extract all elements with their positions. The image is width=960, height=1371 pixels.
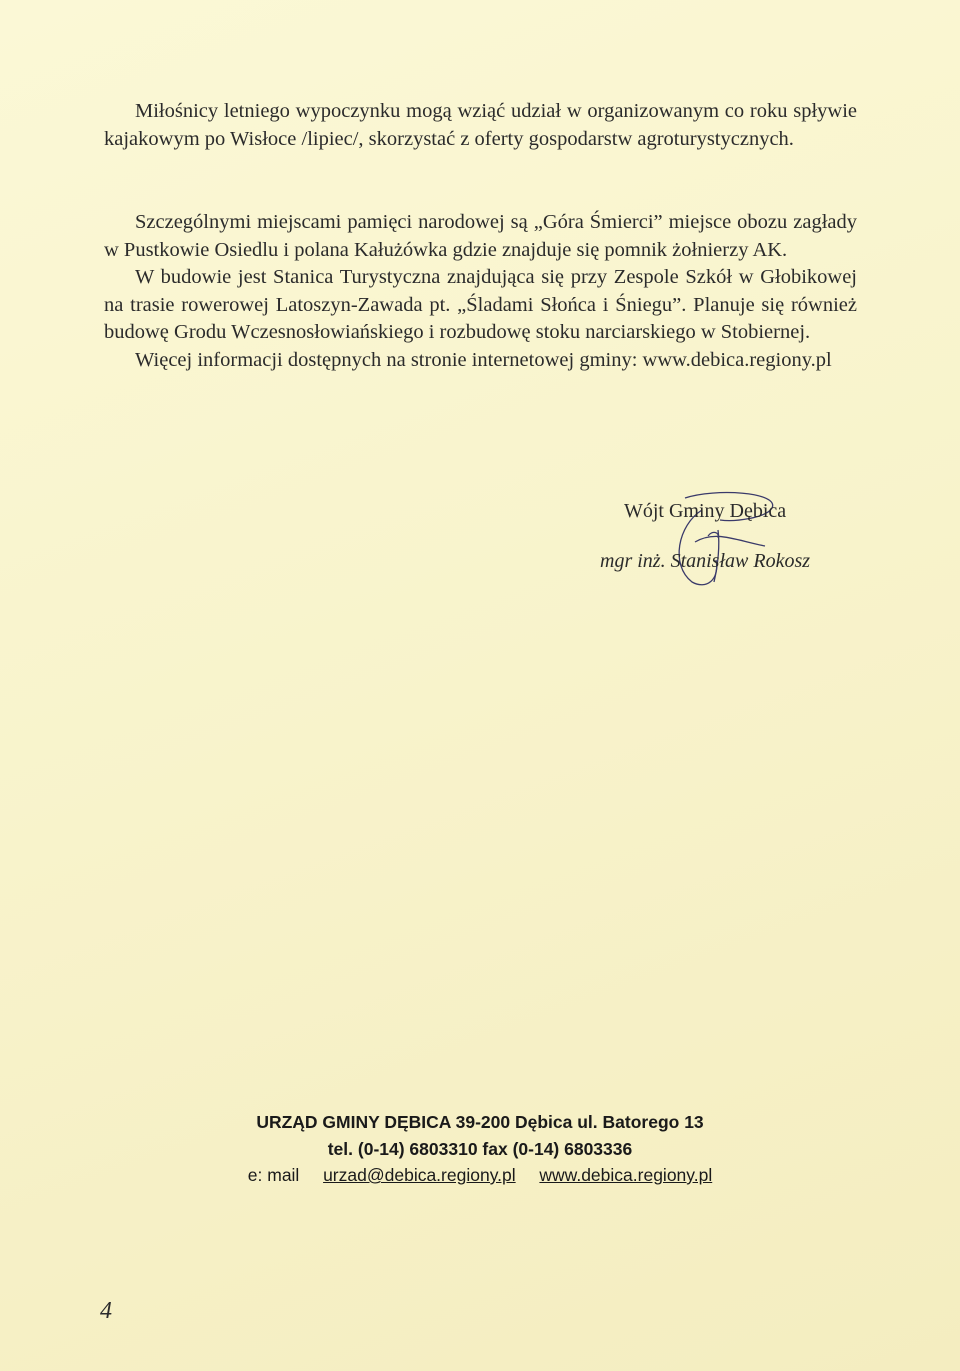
footer-phone-fax: tel. (0-14) 6803310 fax (0-14) 6803336 bbox=[327, 1138, 633, 1159]
page-number: 4 bbox=[100, 1298, 112, 1324]
paragraph-text: Miłośnicy letniego wypoczynku mogą wziąć udział w organizowanym co roku spływie kajakowym po Wisłoce /lipiec/, skorzystać z oferty gospodarstw agroturystycznych. bbox=[104, 100, 857, 150]
paragraph-block-memorials bbox=[104, 209, 857, 375]
website-link[interactable]: www.debica.regiony.pl bbox=[539, 1165, 713, 1185]
paragraph-text-more-info: Więcej informacji dostępnych na stronie internetowej gminy: www.debica.regiony.pl bbox=[135, 348, 832, 371]
paragraph-kayaking bbox=[104, 98, 857, 153]
signature-block bbox=[580, 490, 840, 600]
contact-footer bbox=[0, 1109, 960, 1189]
email-link[interactable]: urzad@debica.regiony.pl bbox=[323, 1165, 516, 1185]
paragraph-text-construction: W budowie jest Stanica Turystyczna znajdująca się przy Zespole Szkół w Głobikowej na trasie rowerowej Latoszyn-Zawada pt. „Śladami Słońca i Śniegu”. Planuje się również budowę Grodu Wczesnosłowiańskiego i rozbudowę stoku narciarskiego w Stobiernej. bbox=[104, 266, 857, 344]
footer-office-address: URZĄD GMINY DĘBICA 39-200 Dębica ul. Batorego 13 bbox=[256, 1112, 704, 1132]
signature-name: mgr inż. Stanisław Rokosz bbox=[600, 550, 811, 572]
paragraph-text-memorials: Szczególnymi miejscami pamięci narodowej są „Góra Śmierci” miejsce obozu zagłady w Pustkowie Osiedlu i polana Kałużówka gdzie znajduje się pomnik żołnierzy AK. bbox=[104, 211, 857, 261]
signature-title: Wójt Gminy Dębica bbox=[624, 500, 787, 522]
footer-links bbox=[0, 1162, 960, 1189]
footer-email-prefix: e: mail bbox=[247, 1165, 300, 1185]
